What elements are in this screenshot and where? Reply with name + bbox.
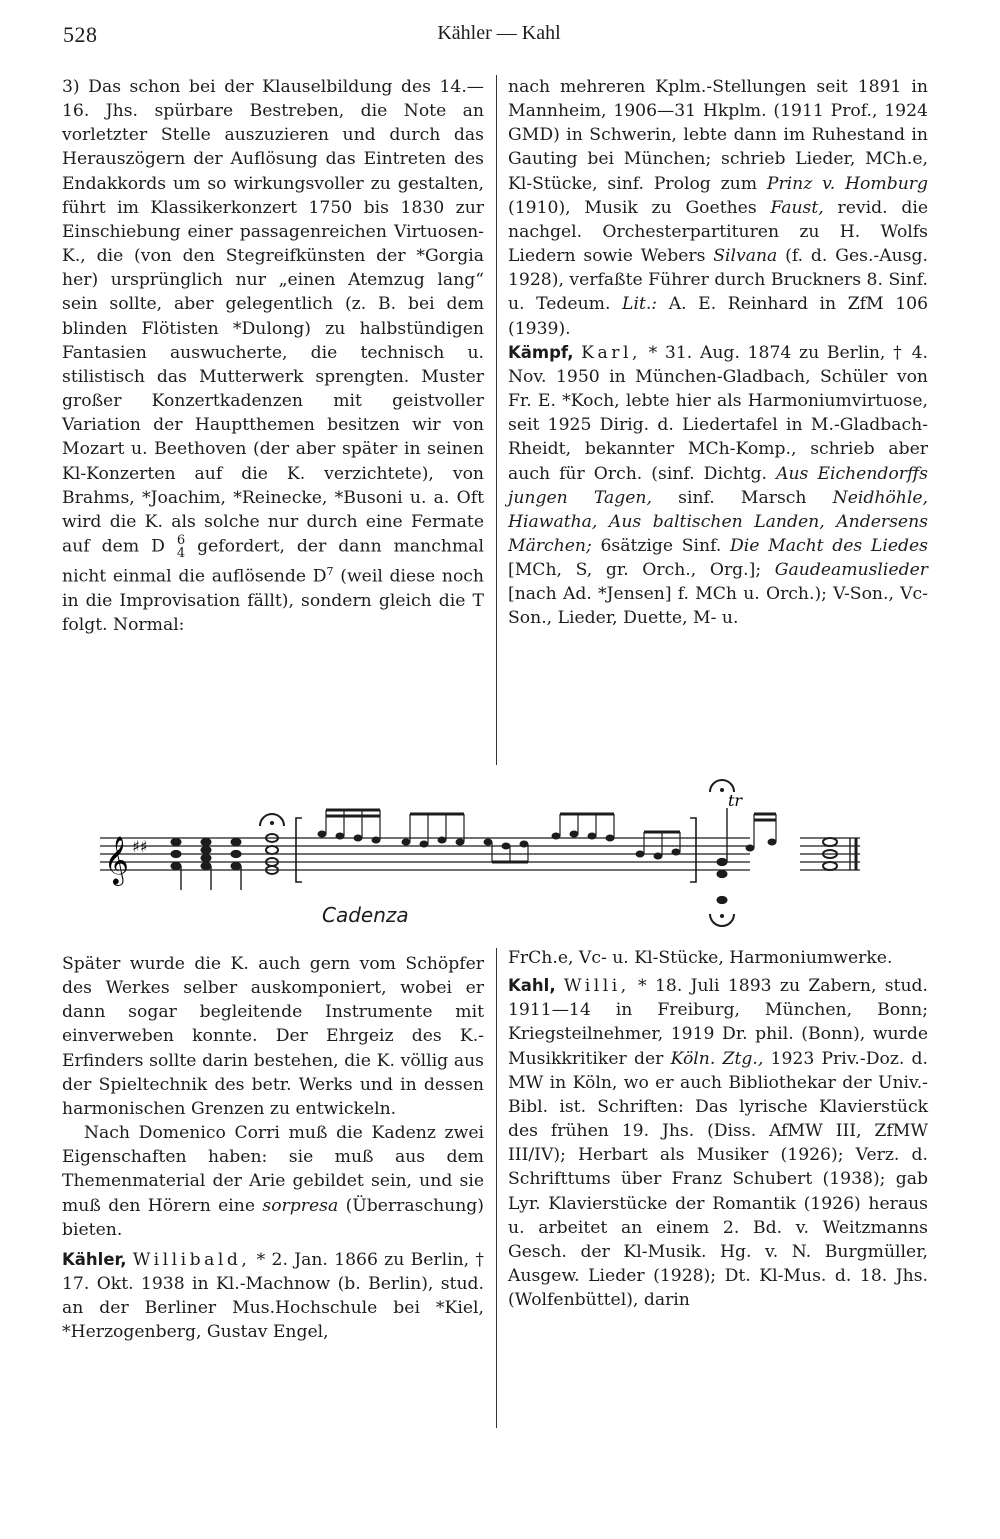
treble-clef-icon: 𝄞 — [104, 835, 129, 884]
chord-six-four: 6 4 — [176, 532, 186, 561]
entry-kaempf: Kämpf, Karl, * 31. Aug. 1874 zu Berlin, † 4. Nov. 1950 in München-Gladbach, Schüler von Fr. E. *Koch, lebte hier als Harmoniumvirtuose, seit 1925 Dirig. d. Liedertafel in M.-Gladbach-Rheidt, bekannter MCh-Komp., schrieb aber auch für Orch. (sinf. Dichtg. Aus Eichendorffs jungen Tagen, sinf. Marsch Neidhöhle, Hiawatha, Aus baltischen Landen, Andersens Märchen; 6sätzige Sinf. Die Macht des Liedes [MCh, S, gr. Orch., Org.]; Gaudeamuslieder [nach Ad. *Jensen] f. MCh u. Orch.); V-Son., Vc-Son., Lieder, Duette, M- u. — [508, 342, 929, 629]
chord-seven: 7 — [326, 564, 334, 578]
page-number: 528 — [63, 22, 98, 47]
music-example — [60, 770, 940, 950]
top-right-column — [508, 75, 928, 631]
column-rule-top — [496, 75, 497, 765]
bottom-left-column — [62, 952, 484, 1345]
cadenza-note-3: 3) Das schon bei der Klauselbildung des 14.—16. Jhs. spürbare Bestreben, die Note an vorletzter Stelle auszuzieren und durch das Herauszögern der Auflösung das Eintreten des Endakkords um so wirkungsvoller zu gestalten, führt im Klassikerkonzert 1750 bis 1830 zur Einschiebung einer passagenreichen Virtuosen-K., die (von den Stegreifkünsten der *Gorgia her) ursprünglich nur „einen Atemzug lang“ sein sollte, aber gelegentlich (z. B. bei dem blinden Flötisten *Dulong) zu halbstündigen Fantasien auswucherte, die technisch u. stilistisch das Mutterwerk sprengten. Muster großer Konzertkadenzen mit geistvoller Variation der Hauptthemen besitzen wir von Mozart u. Beethoven (der aber später in seinen Kl-Konzerten auf die K. verzichtete), von Brahms, *Joachim, *Reinecke, *Busoni u. a. Oft wird die K. als solche nur durch eine Fermate auf dem D 6 4 gefordert, der dann manchmal nicht einmal die auflösende $D^7$ (weil diese noch in die Improvisation fällt), sondern gleich die T folgt. Normal: — [62, 77, 484, 636]
svg-text:tr: tr — [728, 791, 743, 810]
cadenza-notation — [60, 770, 940, 950]
column-rule-bottom — [496, 948, 497, 1428]
headword-kaempf: Kämpf, — [508, 342, 574, 362]
top-left-column — [62, 75, 484, 637]
cadenza-label: Cadenza — [322, 903, 409, 927]
cadenza-paragraph: Später wurde die K. auch gern vom Schöpfer des Werkes selber auskomponiert, wobei er dann sogar begleitende Instrumente mit einverweben konnte. Der Ehrgeiz des K.-Erfinders sollte darin bestehen, die K. völlig aus der Spieltechnik des betr. Werks und in dessen harmonischen Grenzen zu entwickeln. — [62, 954, 484, 1119]
bottom-right-column — [508, 946, 928, 1312]
headword-kaehler: Kähler, — [62, 1249, 127, 1269]
headword-kahl: Kahl, — [508, 976, 556, 996]
svg-text:♯♯: ♯♯ — [132, 837, 148, 856]
page-header — [63, 22, 935, 52]
corri-paragraph: Nach Domenico Corri muß die Kadenz zwei Eigenschaften haben: sie muß aus dem Themenmaterial der Arie gebildet sein, und sie muß den Hörern eine sorpresa (Überraschung) bieten. — [62, 1123, 484, 1240]
entry-kahl: Kahl, Willi, * 18. Juli 1893 zu Zabern, stud. 1911—14 in Freiburg, München, Bonn; Kriegsteilnehmer, 1919 Dr. phil. (Bonn), wurde Musikkritiker der Köln. Ztg., 1923 Priv.-Doz. d. MW in Köln, wo er auch Bibliothekar der Univ.-Bibl. ist. Schriften: Das lyrische Klavierstück des frühen 19. Jhs. (Diss. AfMW III, ZfMW III/IV); Herbart als Musiker (1926); Verz. d. Schrifttums über Franz Schubert (1938); gab Lyr. Klavierstücke der Romantik (1926) heraus u. arbeitet an einem 2. Bd. v. Weitzmanns Gesch. der Kl-Musik. Hg. v. N. Burgmüller, Ausgew. Lieder (1928); Dt. Kl-Mus. d. 18. Jhs. (Wolfenbüttel), darin — [508, 976, 929, 1311]
continued-entry: nach mehreren Kplm.-Stellungen seit 1891 in Mannheim, 1906—31 Hkplm. (1911 Prof., 1924 GMD) in Schwerin, lebte dann im Ruhestand in Gauting bei München; schrieb Lieder, MCh.e, Kl-Stücke, sinf. Prolog zum Prinz v. Homburg (1910), Musik zu Goethes Faust, revid. die nachgel. Orchesterpartituren zu H. Wolfs Liedern sowie Webers Silvana (f. d. Ges.-Ausg. 1928), verfaßte Führer durch Bruckners 8. Sinf. u. Tedeum. Lit.: A. E. Reinhard in ZfM 106 (1939). — [508, 77, 929, 339]
continued-entry-kaempf: FrCh.e, Vc- u. Kl-Stücke, Harmoniumwerke. — [508, 948, 893, 968]
running-title: Kähler — Kahl — [437, 22, 561, 44]
entry-kaehler: Kähler, Willibald, * 2. Jan. 1866 zu Berlin, † 17. Okt. 1938 in Kl.-Machnow (b. Berlin), stud. an der Berliner Mus.Hochschule bei *Kiel, *Herzogenberg, Gustav Engel, — [62, 1249, 484, 1343]
